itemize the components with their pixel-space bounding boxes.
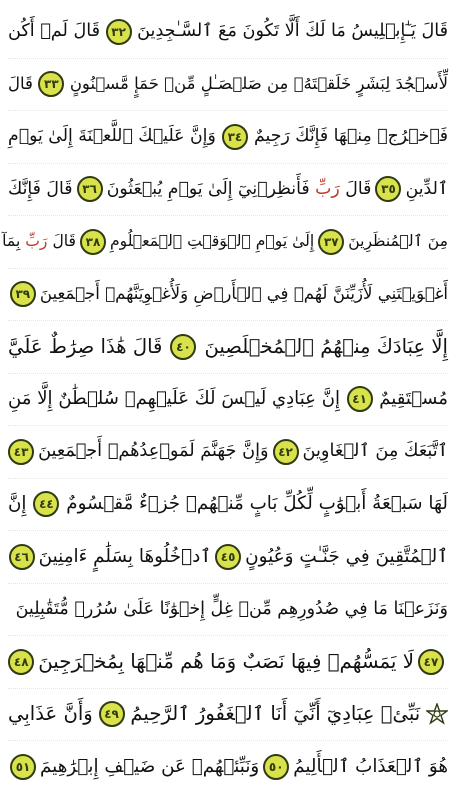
ayah-marker: ٤٢ [273, 439, 299, 465]
ayah-marker: ٥٠ [263, 754, 289, 780]
verse-text: قَالَ يَـٰٓإِبۡلِيسُ مَا لَكَ أَلَّا تَكُونَ مَعَ ٱلسَّـٰجِدِينَ [137, 20, 448, 41]
text-line [8, 111, 448, 164]
ayah-marker: ٣٨ [80, 229, 106, 255]
ayah-marker: ٣٧ [318, 229, 344, 255]
verse-text: إِنَّ [8, 493, 27, 515]
verse-word: فَأَنظِرۡنِيٓ إِلَىٰ يَوۡمِ يُبۡعَثُونَ [106, 178, 310, 199]
text-line [8, 636, 448, 689]
text-line [8, 426, 448, 479]
ayah-marker: ٥١ [10, 754, 36, 780]
text-line [8, 321, 448, 374]
text-line [8, 531, 448, 584]
text-line [8, 59, 448, 112]
verse-text: مِنَ ٱلۡمُنظَرِينَ [348, 231, 448, 250]
verse-text: أَغۡوَيۡتَنِي لَأُزَيِّنَنَّ لَهُمۡ فِي ٱلۡأَرۡضِ وَلَأُغۡوِيَنَّهُمۡ أَجۡمَعِينَ [39, 283, 448, 303]
text-line [8, 374, 448, 427]
verse-text: وَإِنَّ جَهَنَّمَ لَمَوۡعِدُهُمۡ أَجۡمَعِينَ [38, 440, 269, 461]
ayah-marker: ٤٧ [418, 649, 444, 675]
verse-text: نَبِّئۡ عِبَادِيٓ أَنِّيٓ أَنَا ٱلۡغَفُورُ ٱلرَّحِيمُ [130, 702, 421, 726]
verse-text: إِلَىٰ يَوۡمِ ٱلۡوَقۡتِ ٱلۡمَعۡلُومِ [109, 231, 315, 250]
text-line [8, 741, 448, 794]
verse-text: فَٱخۡرُجۡ مِنۡهَا فَإِنَّكَ رَجِيمٌ [254, 126, 448, 147]
verse-text: ٱدۡخُلُوهَا بِسَلَٰمٍ ءَامِنِينَ [38, 545, 212, 567]
verse-text: إِلَّا عِبَادَكَ مِنۡهُمُ ٱلۡمُخۡلَصِينَ [204, 334, 448, 358]
ayah-marker: ٣٣ [38, 71, 64, 97]
text-line [8, 6, 448, 59]
verse-word: قَالَ [52, 231, 76, 250]
verse-text [2, 231, 76, 250]
text-line [8, 269, 448, 322]
section-star-icon [426, 703, 448, 725]
ayah-marker: ٣٥ [375, 176, 401, 202]
ayah-marker: ٣٦ [77, 176, 103, 202]
verse-text: لِّأَسۡجُدَ لِبَشَرٍ خَلَقۡتَهُۥ مِن صَلۡصَـٰلٍ مِّنۡ حَمَإٍ مَّسۡنُونٍ [69, 74, 448, 93]
verse-text: وَنَبِّئۡهُمۡ عَن ضَيۡفِ إِبۡرَٰهِيمَ [40, 756, 260, 778]
verse-text [106, 178, 372, 199]
text-line [8, 164, 448, 217]
ayah-marker: ٤٣ [8, 439, 34, 465]
ayah-marker: ٤٦ [9, 544, 35, 570]
text-line [2, 216, 448, 269]
verse-text: ٱلدِّينِ [405, 178, 448, 199]
verse-text: قَالَ هَٰذَا صِرَٰطٌ عَلَيَّ [8, 334, 163, 358]
verse-text: إِنَّ عِبَادِي لَيۡسَ لَكَ عَلَيۡهِمۡ سُلۡطَٰنٌ إِلَّا مَنِ [8, 388, 341, 410]
verse-text: لَا يَمَسُّهُمۡ فِيهَا نَصَبٌ وَمَا هُم مِّنۡهَا بِمُخۡرَجِينَ [38, 649, 414, 673]
text-line [8, 584, 448, 637]
divine-name-word: رَبِّ [315, 178, 340, 199]
ayah-marker: ٤١ [347, 386, 373, 412]
verse-text: وَنَزَعۡنَا مَا فِي صُدُورِهِم مِّنۡ غِلٍّ إِخۡوَٰنًا عَلَىٰ سُرُرٖ مُّتَقَٰبِلِينَ [15, 598, 448, 619]
ayah-marker: ٤٨ [8, 649, 34, 675]
ayah-marker: ٤٩ [99, 701, 125, 727]
verse-text: وَأَنَّ عَذَابِي [8, 702, 93, 726]
verse-text: وَإِنَّ عَلَيۡكَ ٱللَّعۡنَةَ إِلَىٰ يَوۡمِ [8, 126, 216, 147]
ayah-marker: ٤٠ [170, 334, 196, 360]
verse-text: ٱتَّبَعَكَ مِنَ ٱلۡغَاوِينَ [302, 440, 448, 461]
ayah-marker: ٣٢ [106, 19, 132, 45]
verse-text: قَالَ [8, 74, 33, 93]
text-line [8, 689, 448, 742]
ayah-marker: ٤٤ [33, 491, 59, 517]
verse-word: قَالَ [345, 178, 372, 199]
verse-text: لَهَا سَبۡعَةُ أَبۡوَٰبٍ لِّكُلِّ بَابٍ مِّنۡهُمۡ جُزۡءٌ مَّقۡسُومٌ [66, 493, 448, 515]
verse-text: قَالَ فَإِنَّكَ [8, 178, 73, 199]
verse-text: قَالَ لَمۡ أَكُن [8, 20, 101, 41]
divine-name-word: رَبِّ [25, 231, 48, 250]
verse-text: ٱلۡمُتَّقِينَ فِي جَنَّـٰتٍ وَعُيُونٍ [245, 545, 448, 567]
ayah-marker: ٣٤ [222, 124, 248, 150]
text-line [8, 479, 448, 532]
ayah-marker: ٤٥ [215, 544, 241, 570]
verse-text: مُسۡتَقِيمٌ [379, 388, 448, 410]
verse-word: بِمَآ [2, 231, 21, 250]
verse-text: هُوَ ٱلۡعَذَابُ ٱلۡأَلِيمُ [293, 756, 448, 778]
ayah-marker: ٣٩ [10, 281, 36, 307]
